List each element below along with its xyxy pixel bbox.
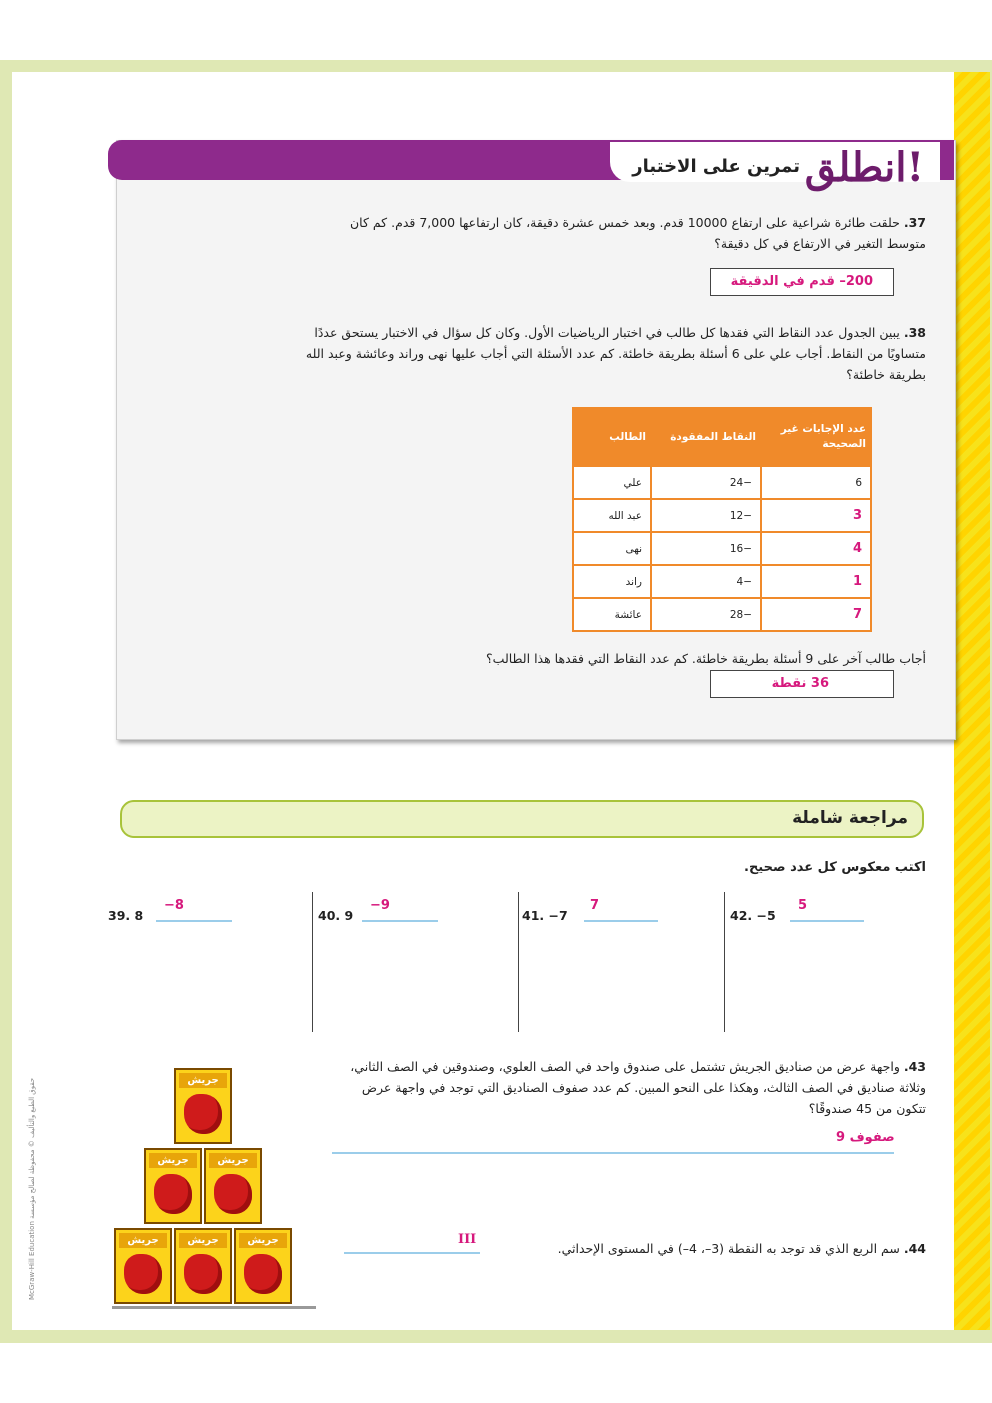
test-practice-banner [108, 140, 954, 191]
exercise-42-label: 42. −5 [730, 908, 776, 923]
crate-icon [144, 1148, 202, 1224]
incorrect-cell[interactable]: 4 [761, 532, 871, 565]
review-instruction: اكتب معكوس كل عدد صحيح. [744, 860, 926, 875]
followup-text: أجاب طالب آخر على 9 أسئلة بطريقة خاطئة. كم عدد النقاط التي فقدها هذا الطالب؟ [486, 651, 926, 666]
points-cell: −16 [651, 532, 761, 565]
header-incorrect: عدد الإجابات غير الصحيحة [761, 408, 871, 466]
fruit-icon [184, 1094, 222, 1134]
student-cell: علي [573, 466, 651, 499]
crate-icon [174, 1068, 232, 1144]
fruit-icon [244, 1254, 282, 1294]
points-cell: −28 [651, 598, 761, 631]
crate-label: جريش [239, 1233, 287, 1248]
exercise-42-answer: 5 [798, 898, 808, 913]
student-cell: عائشة [573, 598, 651, 631]
table-row [573, 499, 871, 532]
table-row [573, 532, 871, 565]
decorative-stripe [954, 72, 990, 1330]
student-cell: عبد الله [573, 499, 651, 532]
answer-box-37[interactable] [710, 268, 894, 296]
question-text: واجهة عرض من صناديق الجريش تشتمل على صندوق واحد في الصف العلوي، وصندوقين في الصف الثاني، وثلاثة صناديق في الصف الثالث، وهكذا على النحو المبين. كم عدد صفوف الصناديق التي توجد في واجهة عرض تتكون من 45 صندوقًا؟ [350, 1059, 926, 1116]
incorrect-cell[interactable]: 7 [761, 598, 871, 631]
incorrect-cell: 6 [761, 466, 871, 499]
banner-title-panel [610, 142, 940, 191]
crate-label: جريش [179, 1233, 227, 1248]
divider [312, 892, 313, 1032]
question-38 [298, 322, 926, 385]
crate-label: جريش [119, 1233, 167, 1248]
crate-label: جريش [179, 1073, 227, 1088]
question-text: سم الربع الذي قد توجد به النقطة (3–، 4–) في المستوى الإحداثي. [557, 1241, 900, 1256]
incorrect-cell[interactable]: 1 [761, 565, 871, 598]
answer-text: 36 نقطة [771, 676, 829, 691]
points-table [572, 407, 872, 632]
question-text: يبين الجدول عدد النقاط التي فقدها كل طالب في اختبار الرياضيات الأول. وكان كل سؤال في الاختبار يستحق عددًا متساويًا من النقاط. أجاب علي على 6 أسئلة بطريقة خاطئة. كم عدد الأسئلة التي أجاب عليها نهى وراند وعائشة وعبد الله بطريقة خاطئة؟ [305, 325, 926, 382]
student-cell: نهى [573, 532, 651, 565]
question-number: 44. [903, 1241, 926, 1256]
exercise-41-label: 41. −7 [522, 908, 568, 923]
answer-line-39[interactable] [156, 920, 232, 922]
divider [724, 892, 725, 1032]
question-number: 38. [903, 325, 926, 340]
incorrect-cell[interactable]: 3 [761, 499, 871, 532]
exercise-40-label: 40. 9 [318, 908, 354, 923]
copyright-text: McGraw-Hill Education حقوق الطبع والتأليف © محفوظة لصالح مؤسسة [28, 1077, 36, 1300]
fruit-icon [214, 1174, 252, 1214]
question-text: حلقت طائرة شراعية على ارتفاع 10000 قدم. وبعد خمس عشرة دقيقة، كان ارتفاعها 7,000 قدم. كم كان متوسط التغير في الارتفاع في كل دقيقة؟ [349, 215, 926, 251]
crate-icon [174, 1228, 232, 1304]
exercise-40-answer: −9 [370, 898, 390, 913]
exercise-41-answer: 7 [590, 898, 600, 913]
review-title: مراجعة شاملة [792, 808, 908, 828]
question-38-followup [298, 648, 926, 669]
student-cell: راند [573, 565, 651, 598]
fruit-icon [124, 1254, 162, 1294]
shelf [112, 1306, 316, 1309]
table-row [573, 466, 871, 499]
header-points: النقاط المفقودة [651, 408, 761, 466]
crate-icon [234, 1228, 292, 1304]
answer-box-38[interactable] [710, 670, 894, 698]
question-44 [486, 1238, 926, 1259]
crate-label: جريش [209, 1153, 257, 1168]
answer-line-41[interactable] [584, 920, 658, 922]
crate-icon [204, 1148, 262, 1224]
header-student: الطالب [573, 408, 651, 466]
exercise-39-label: 39. 8 [108, 908, 144, 923]
answer-line-42[interactable] [790, 920, 864, 922]
points-cell: −24 [651, 466, 761, 499]
table-row [573, 598, 871, 631]
answer-44: III [458, 1232, 477, 1247]
banner-subtitle: تمرين على الاختبار [632, 156, 800, 177]
answer-text: 200– قدم في الدقيقة [730, 274, 873, 289]
review-header [120, 800, 924, 838]
fruit-icon [184, 1254, 222, 1294]
divider [518, 892, 519, 1032]
question-number: 43. [903, 1059, 926, 1074]
table-row [573, 565, 871, 598]
answer-line-43[interactable] [332, 1152, 894, 1154]
answer-43: 9 صفوف [836, 1130, 895, 1145]
question-number: 37. [903, 215, 926, 230]
banner-title: انطلق! [804, 144, 924, 191]
fruit-icon [154, 1174, 192, 1214]
question-43 [330, 1056, 926, 1119]
copyright-note [28, 1000, 42, 1310]
question-37 [316, 212, 926, 254]
answer-line-44[interactable] [344, 1252, 480, 1254]
answer-line-40[interactable] [362, 920, 438, 922]
crate-label: جريش [149, 1153, 197, 1168]
points-cell: −4 [651, 565, 761, 598]
table-header-row [573, 408, 871, 466]
exercise-39-answer: −8 [164, 898, 184, 913]
points-cell: −12 [651, 499, 761, 532]
crate-icon [114, 1228, 172, 1304]
